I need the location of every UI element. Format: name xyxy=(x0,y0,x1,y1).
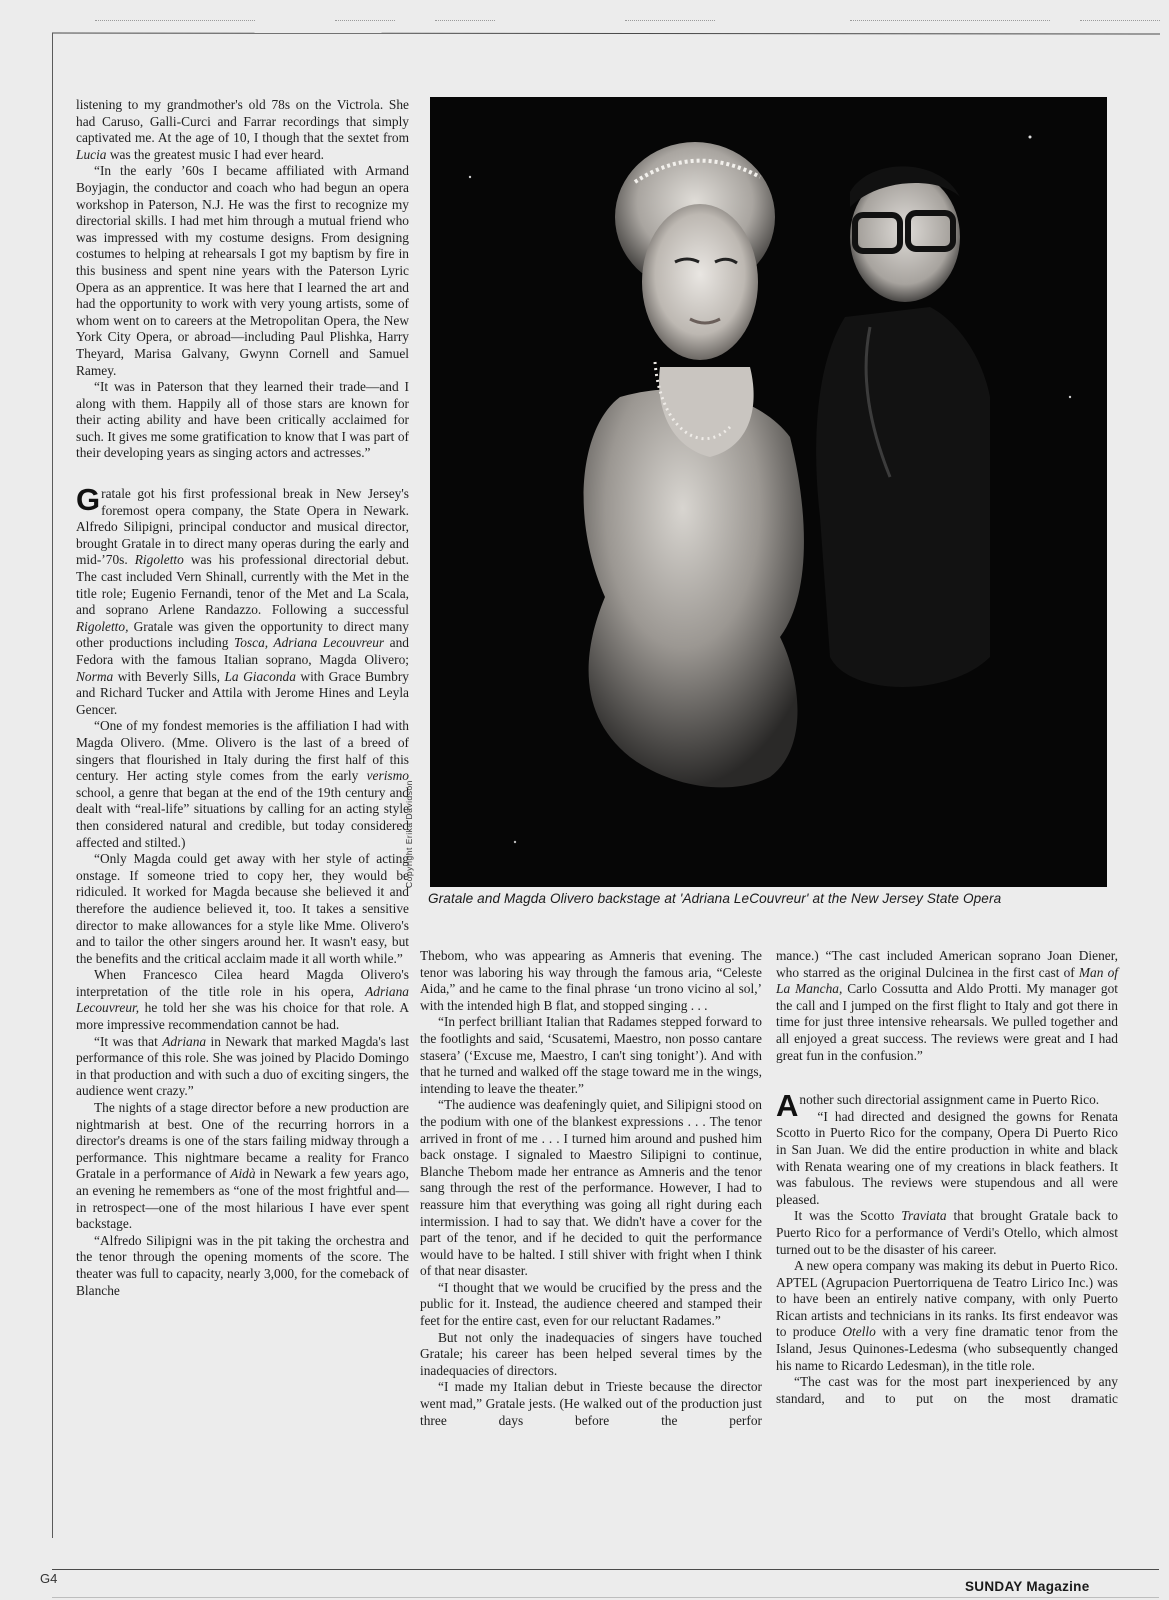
paragraph: But not only the inadequacies of singers have touched Gratale; his career has been helped several times by the inadequacies of directors. xyxy=(420,1329,762,1378)
scan-artifact-dots xyxy=(1080,20,1160,23)
paragraph: “Alfredo Silipigni was in the pit taking the orchestra and the tenor through the opening moments of the score. The theater was full to capacity, nearly 3,000, for the comeback of Blanche xyxy=(76,1232,409,1298)
scan-artifact-dots xyxy=(435,20,495,23)
paragraph: “I made my Italian debut in Trieste because the director went mad,” Gratale jests. (He walked out of the production just three days before the perfor xyxy=(420,1379,762,1428)
scan-artifact-dots xyxy=(625,20,715,23)
scan-artifact-dots xyxy=(95,20,255,23)
article-column-3 xyxy=(776,948,1118,1407)
drop-cap: G xyxy=(76,482,101,518)
paragraph: It was the Scotto Traviata that brought Gratale back to Puerto Rico for a performance of Verdi's Otello, which almost turned out to be the disaster of his career. xyxy=(776,1208,1118,1257)
paragraph: A new opera company was making its debut in Puerto Rico. APTEL (Agrupacion Puertorriquena de Teatro Lirico Inc.) was to have been an entirely native company, with only Puerto Rican artists and technicians in its ranks. Its first endeavor was to produce Otello with a very fine dramatic tenor from the Island, Jesus Quinones-Ledesma (who subsequently changed his name to Ricardo Ledesman), in the title role. xyxy=(776,1258,1118,1373)
paragraph: “It was that Adriana in Newark that marked Magda's last performance of this role. She was joined by Placido Domingo in that production and with such a duo of exciting singers, the audience went crazy.” xyxy=(76,1033,409,1099)
paragraph: “The cast was for the most part inexperienced by any standard, and to put on the most dramatic xyxy=(776,1374,1118,1406)
bottom-edge-rule xyxy=(52,1597,1159,1598)
paragraph: “I thought that we would be crucified by the press and the public for it. Instead, the audience cheered and stamped their feet for the entire cast, even for our reluctant Radames.” xyxy=(420,1279,762,1329)
paragraph: “The audience was deafeningly quiet, and Silipigni stood on the podium with one of the blankest expressions . . . The tenor arrived in front of me . . . I turned him around and pushed him back onstage. I signaled to Maestro Silipigni to continue, Blanche Thebom made her entrance as Amneris and the tenor sang through the rest of the performance. However, I had to reassure him that everything was going all right during each intermission. I had to say that. We didn't have a cover for the part of the tenor, and if he decided to quit the performance would have to be halted. I still shiver with fright when I think of that near disaster. xyxy=(420,1097,762,1279)
paragraph: “It was in Paterson that they learned their trade—and I along with them. Happily all of those stars are known for their acting ability and have been critically acclaimed for such. It gives me some gratification to know that I was part of their developing years as singing actors and actresses.” xyxy=(76,379,409,461)
paragraph: “One of my fondest memories is the affiliation I had with Magda Olivero. (Mme. Olivero is the last of a breed of singers that flourished in Italy during the first half of this century. Her acting style comes from the early verismo school, a genre that began at the end of the 19th century and dealt with “real-life” situations by calling for an acting style then considered natural and credible, but today considered affected and stilted.) xyxy=(76,718,409,850)
photo-credit: Copyright Erika Davidson xyxy=(404,780,414,888)
photograph xyxy=(430,97,1107,887)
photo-caption: Gratale and Magda Olivero backstage at 'Adriana LeCouvreur' at the New Jersey State Opera xyxy=(428,891,1002,906)
paragraph: “Only Magda could get away with her style of acting onstage. If someone tried to copy her, they would be ridiculed. It worked for Magda because she believed it and therefore the audience believed it, too. It takes a sensitive director to make allowances for a style like Mme. Olivero's and to tailor the other singers around her. It wasn't easy, but the benefits and the critical acclaim made it all worth while.” xyxy=(76,851,409,966)
paragraph: “In the early ’60s I became affiliated with Armand Boyjagin, the conductor and coach who had begun an opera workshop in Paterson, N.J. He was the first to recognize my directorial skills. I had met him through a mutual friend who was impressed with my costume designs. From designing costumes to helping at rehearsals I got my baptism by fire in this business and spent nine years with the Paterson Lyric Opera as an apprentice. It was here that I learned the art and had the opportunity to work with very young artists, some of whom went on to careers at the Metropolitan Opera, the New York City Opera, or abroad—including Paul Plishka, Harry Theyard, Marisa Galvany, Gwynn Cornell and Samuel Ramey. xyxy=(76,163,409,378)
bottom-border-rule xyxy=(52,1569,1159,1570)
paragraph: When Francesco Cilea heard Magda Olivero's interpretation of the title role in his opera, Adriana Lecouvreur, he told her she was his choice for that role. A more impressive recommendation cannot be had. xyxy=(76,967,409,1033)
drop-cap: A xyxy=(776,1088,799,1124)
publication-masthead: SUNDAY Magazine xyxy=(965,1579,1090,1594)
paragraph: “In perfect brilliant Italian that Radames stepped forward to the footlights and said, ‘Scusatemi, Maestro, non posso cantare stasera’ (‘Excuse me, Maestro, I can't sing tonight’). And with that he turned and walked off the stage toward me in the wings, intending to leave the theater.” xyxy=(420,1014,762,1096)
article-column-2 xyxy=(420,948,762,1429)
photo-illustration xyxy=(430,97,1107,887)
top-border-rule xyxy=(52,33,1160,35)
left-border-rule xyxy=(52,33,53,1538)
section-lead-paragraph: Another such directorial assignment came in Puerto Rico. xyxy=(776,1088,1100,1124)
paragraph: Thebom, who was appearing as Amneris that evening. The tenor was laboring his way through the famous aria, “Celeste Aida,” and he came to the final phrase ‘un trono vicino al sol,’ with the intended high B flat, and stopped singing . . . xyxy=(420,948,762,1013)
page-number: G4 xyxy=(40,1571,58,1586)
paragraph: mance.) “The cast included American soprano Joan Diener, who starred as the original Dulcinea in the first cast of Man of La Mancha, Carlo Cossutta and Aldo Protti. My manager got the call and I jumped on the first flight to Italy and got there in time for just three intensive rehearsals. We pulled together and all enjoyed a great success. The reviews were great and I had great fun in the confusion.” xyxy=(776,948,1118,1063)
article-column-1 xyxy=(76,97,409,1299)
paragraph: “I had directed and designed the gowns for Renata Scotto in Puerto Rico for the company, Opera Di Puerto Rico in San Juan. We did the entire production in white and black with Renata wearing one of my creations in black feathers. It was fabulous. The reviews were stupendous and all were pleased. xyxy=(776,1108,1118,1207)
section-lead-paragraph: Gratale got his first professional break in New Jersey's foremost opera company, the State Opera in Newark. Alfredo Silipigni, principal conductor and musical director, brought Gratale in to direct many operas during the early and mid-’70s. Rigoletto was his professional directorial debut. The cast included Vern Shinall, currently with the Met in the title role; Eugenio Fernandi, tenor of the Met and La Scala, and soprano Arlene Randazzo. Following a successful Rigoletto, Gratale was given the opportunity to direct many other productions including Tosca, Adriana Lecouvreur and Fedora with the famous Italian soprano, Magda Olivero; Norma with Beverly Sills, La Giaconda with Grace Bumbry and Richard Tucker and Attila with Jerome Hines and Leyla Gencer. xyxy=(76,482,409,717)
scan-artifact-dots xyxy=(850,20,1050,23)
paragraph: listening to my grandmother's old 78s on the Victrola. She had Caruso, Galli-Curci and Farrar recordings that simply captivated me. At the age of 10, I though that the sextet from Lucia was the greatest music I had ever heard. xyxy=(76,97,409,162)
scan-artifact-dots xyxy=(335,20,395,23)
paragraph: The nights of a stage director before a new production are nightmarish at best. One of the recurring horrors in a director's dreams is one of the stars failing midway through a performance. This nightmare became a reality for Franco Gratale in a performance of Aidà in Newark a few years ago, an evening he remembers as “one of the most frightful and—in retrospect—one of the most hilarious I have ever spent backstage. xyxy=(76,1100,409,1232)
